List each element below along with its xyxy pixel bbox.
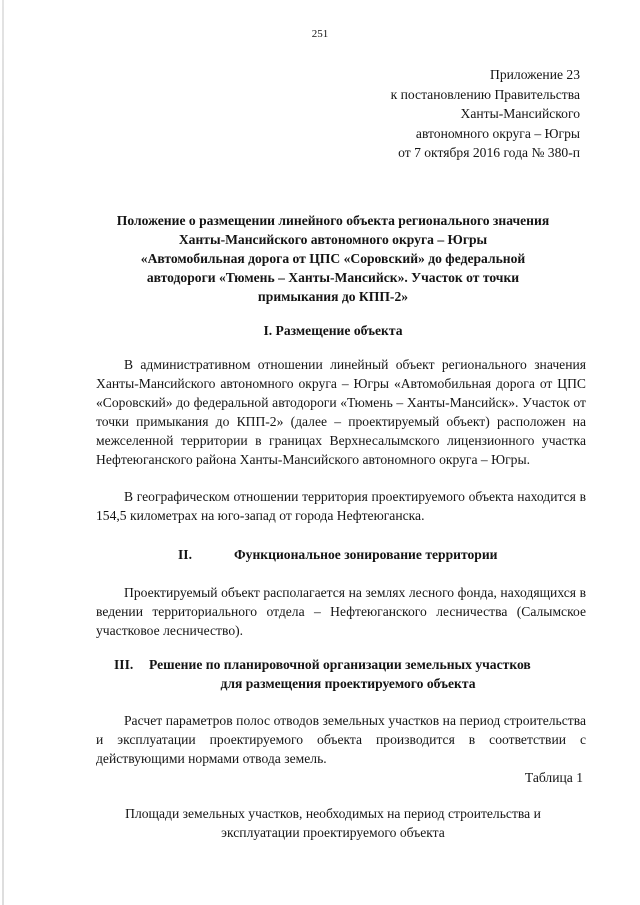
section-2-number: II.	[178, 547, 192, 562]
section-2-title: Функциональное зонирование территории	[234, 547, 498, 562]
section-1-paragraph-1: В административном отношении линейный объект регионального значения Ханты-Мансийского автономного округа – Югры «Автомобильная дорога от ЦПС «Соровский» до федеральной автодороги «Тюмень – Ханты-Мансийск». Участок от точки примыкания до КПП-2» (далее – проектируемый объект) расположен на межселенной территории в границах Верхнесалымского лицензионного участка Нефтеюганского района Ханты-Мансийского автономного округа – Югры.	[96, 357, 586, 467]
title-line: автодороги «Тюмень – Ханты-Мансийск». Участок от точки	[146, 270, 520, 285]
scan-edge-shadow	[2, 0, 4, 905]
section-heading-2	[80, 545, 586, 564]
section-3-number: III.	[114, 657, 134, 672]
appendix-line: от 7 октября 2016 года № 380-п	[398, 145, 580, 160]
appendix-reference	[391, 65, 580, 163]
title-line: примыкания до КПП-2»	[257, 289, 409, 304]
appendix-line: Приложение 23	[490, 67, 580, 82]
table-label: Таблица 1	[524, 770, 583, 785]
document-title	[80, 211, 586, 306]
table-caption-line: Площади земельных участков, необходимых на период строительства и	[125, 806, 541, 821]
title-line: Ханты-Мансийского автономного округа – Югры	[178, 232, 488, 247]
section-2-paragraph-1: Проектируемый объект располагается на землях лесного фонда, находящихся в ведении территориального отдела – Нефтеюганского лесничества (Салымское участковое лесничество).	[96, 585, 586, 638]
title-line: «Автомобильная дорога от ЦПС «Соровский» до федеральной	[140, 251, 526, 266]
section-heading-1: I. Размещение объекта	[263, 323, 403, 338]
table-caption-line: эксплуатации проектируемого объекта	[221, 825, 445, 840]
appendix-line: к постановлению Правительства	[390, 86, 580, 102]
section-3-title-line: для размещения проектируемого объекта	[220, 676, 476, 691]
section-3-paragraph-1: Расчет параметров полос отводов земельных участков на период строительства и эксплуатации проектируемого объекта производится в соответствии с действующими нормами отвода земель.	[96, 713, 586, 766]
appendix-line: Ханты-Мансийского	[460, 106, 580, 121]
section-3-title-line: Решение по планировочной организации земельных участков	[149, 657, 531, 672]
table-caption	[80, 804, 586, 842]
section-1-paragraph-2: В географическом отношении территория проектируемого объекта находится в 154,5 километрах на юго-запад от города Нефтеюганска.	[96, 489, 586, 523]
page-number: 251	[311, 28, 329, 40]
appendix-line: автономного округа – Югры	[415, 125, 580, 141]
section-heading-3	[80, 655, 586, 693]
title-line: Положение о размещении линейного объекта регионального значения	[116, 213, 550, 228]
